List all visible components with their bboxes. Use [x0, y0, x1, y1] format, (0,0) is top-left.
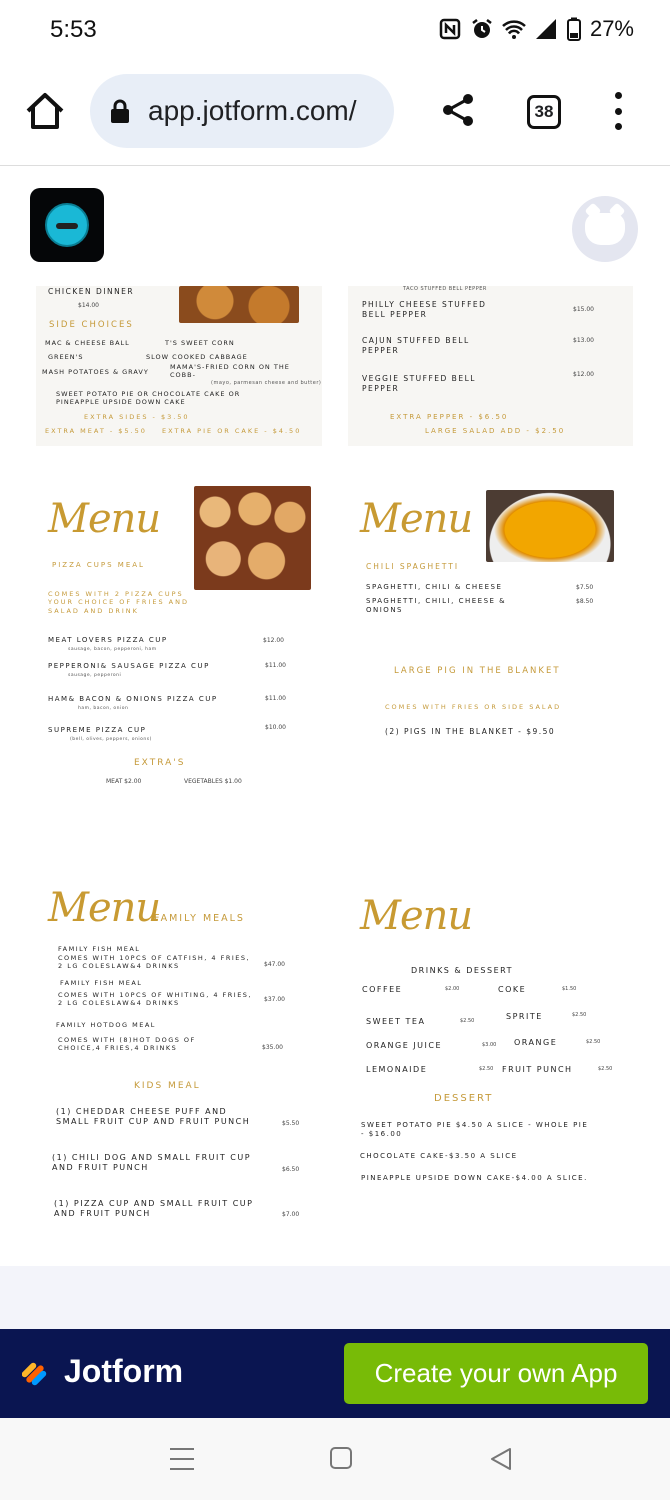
- menu-item: SPAGHETTI, CHILI & CHEESE: [366, 583, 503, 591]
- menu-item: COKE: [498, 985, 527, 994]
- section-title: DESSERT: [434, 1093, 494, 1104]
- menu-price: $13.00: [573, 337, 594, 344]
- section-title: SIDE CHOICES: [49, 320, 134, 330]
- status-icons: [438, 16, 634, 42]
- address-bar[interactable]: [90, 74, 394, 148]
- menu-price: $14.00: [78, 302, 99, 309]
- url-text: app.jotform.com/: [148, 95, 357, 126]
- menu-item: (1) CHEDDAR CHEESE PUFF AND SMALL FRUIT CUP AND FRUIT PUNCH: [56, 1107, 251, 1127]
- menu-item: MASH POTATOES & GRAVY: [42, 368, 149, 376]
- section-title: EXTRA'S: [134, 758, 186, 768]
- chicken-photo: [179, 286, 299, 323]
- menu-price: $5.50: [282, 1120, 300, 1127]
- menu-price: $7.00: [282, 1211, 300, 1218]
- menu-item: MAMA'S-FRIED CORN ON THE COBB-: [170, 363, 290, 380]
- menu-script-title: Menu: [48, 885, 161, 931]
- menu-item: SWEET POTATO PIE OR CHOCOLATE CAKE OR PINEAPPLE UPSIDE DOWN CAKE: [56, 390, 241, 407]
- menu-item-note: (bell, olives, peppers, onions): [70, 737, 152, 742]
- alarm-icon: [470, 17, 494, 41]
- menu-price: $12.00: [263, 637, 284, 644]
- jotform-app-banner: [0, 1329, 670, 1418]
- section-title: FAMILY MEALS: [154, 913, 245, 924]
- jotform-logo-icon: [22, 1359, 52, 1389]
- menu-item: (1) PIZZA CUP AND SMALL FRUIT CUP AND FRUIT PUNCH: [54, 1199, 254, 1219]
- menu-price: $15.00: [573, 306, 594, 313]
- web-content: [0, 166, 670, 1266]
- wifi-icon: [502, 17, 526, 41]
- menu-item-description: COMES WITH (8)HOT DOGS OF CHOICE,4 FRIES,4 DRINKS: [58, 1036, 196, 1053]
- browser-toolbar: [0, 62, 670, 166]
- menu-item: PINEAPPLE UPSIDE DOWN CAKE-$4.00 A SLICE.: [361, 1174, 588, 1182]
- menu-image-pizza-cups[interactable]: [36, 476, 322, 806]
- section-description: COMES WITH 2 PIZZA CUPS YOUR CHOICE OF FRIES AND SALAD AND DRINK: [48, 590, 189, 615]
- menu-price: $7.50: [576, 584, 594, 591]
- menu-price: $47.00: [264, 961, 285, 968]
- menu-item: CHOCOLATE CAKE-$3.50 A SLICE: [360, 1152, 518, 1160]
- menu-price: $2.50: [598, 1066, 613, 1072]
- menu-item: HAM& BACON & ONIONS PIZZA CUP: [48, 695, 218, 703]
- menu-script-title: Menu: [360, 496, 473, 542]
- menu-item-note: (mayo, parmesan cheese and butter): [211, 380, 322, 386]
- back-icon[interactable]: [490, 1447, 512, 1471]
- menu-extra: EXTRA PEPPER - $6.50: [390, 413, 509, 421]
- menu-item: MAC & CHEESE BALL: [45, 339, 130, 347]
- recent-apps-icon[interactable]: [170, 1448, 194, 1470]
- menu-item-description: COMES WITH 10PCS OF CATFISH, 4 FRIES, 2 LG COLESLAW&4 DRINKS: [58, 954, 251, 971]
- system-nav-bar: [0, 1418, 670, 1500]
- app-logo: [30, 188, 104, 262]
- status-time: 5:53: [50, 16, 97, 43]
- menu-price: $10.00: [265, 724, 286, 731]
- lock-icon: [110, 99, 130, 123]
- menu-item: SUPREME PIZZA CUP: [48, 726, 147, 734]
- menu-item: SPRITE: [506, 1012, 543, 1021]
- menu-item-note: sausage, bacon, pepperoni, ham: [68, 647, 157, 652]
- menu-item: SWEET POTATO PIE $4.50 A SLICE - WHOLE PIE - $16.00: [361, 1121, 589, 1139]
- menu-price: $37.00: [264, 996, 285, 1003]
- menu-script-title: Menu: [48, 496, 161, 542]
- menu-image-family-meals[interactable]: [36, 871, 322, 1246]
- avatar-button[interactable]: [572, 196, 638, 262]
- menu-item: PHILLY CHEESE STUFFED BELL PEPPER: [362, 300, 487, 319]
- more-options-icon[interactable]: [610, 92, 626, 130]
- pizza-cups-photo: [194, 486, 311, 590]
- create-your-own-app-button[interactable]: Create your own App: [344, 1343, 648, 1404]
- menu-item: (2) PIGS IN THE BLANKET - $9.50: [385, 727, 556, 736]
- menu-price: $1.50: [562, 986, 577, 992]
- menu-item: VEGGIE STUFFED BELL PEPPER: [362, 374, 476, 393]
- menu-extra: EXTRA MEAT - $5.50: [45, 427, 147, 435]
- menu-price: $8.50: [576, 598, 594, 605]
- menu-item: GREEN'S: [48, 353, 84, 361]
- section-title: CHILI SPAGHETTI: [366, 562, 460, 571]
- menu-price: $35.00: [262, 1044, 283, 1051]
- menu-item: ORANGE JUICE: [366, 1041, 442, 1050]
- nav-home-icon[interactable]: [330, 1447, 352, 1469]
- menu-script-title: Menu: [360, 893, 473, 939]
- menu-item-note: sausage, pepperoni: [68, 673, 122, 678]
- menu-item: FAMILY HOTDOG MEAL: [56, 1021, 156, 1029]
- menu-item: COFFEE: [362, 985, 403, 994]
- menu-image-drinks-dessert[interactable]: [348, 871, 633, 1246]
- menu-item: TACO STUFFED BELL PEPPER: [403, 286, 487, 292]
- menu-extra: MEAT $2.00: [106, 778, 142, 785]
- menu-item: T'S SWEET CORN: [165, 339, 235, 347]
- menu-item: (1) CHILI DOG AND SMALL FRUIT CUP AND FRUIT PUNCH: [52, 1153, 252, 1173]
- hotdog-logo-icon: [45, 203, 89, 247]
- tab-switcher-button[interactable]: 38: [527, 95, 561, 129]
- menu-price: $11.00: [265, 695, 286, 702]
- user-avatar-icon: [585, 213, 625, 245]
- menu-item: LEMONAIDE: [366, 1065, 428, 1074]
- menu-item: FAMILY FISH MEAL: [58, 945, 141, 953]
- section-title: KIDS MEAL: [134, 1081, 201, 1091]
- status-bar: [0, 0, 670, 62]
- menu-price: $2.50: [460, 1018, 475, 1024]
- chili-spaghetti-photo: [486, 490, 614, 562]
- menu-image-peppers[interactable]: [348, 286, 633, 446]
- section-description: COMES WITH FRIES OR SIDE SALAD: [385, 703, 562, 711]
- menu-item: MEAT LOVERS PIZZA CUP: [48, 636, 168, 644]
- menu-price: $11.00: [265, 662, 286, 669]
- menu-image-sides[interactable]: [36, 286, 322, 446]
- section-title: LARGE PIG IN THE BLANKET: [394, 666, 561, 676]
- share-icon[interactable]: [440, 92, 476, 128]
- nfc-icon: [438, 17, 462, 41]
- menu-item: CHICKEN DINNER: [48, 287, 135, 296]
- battery-percent: 27%: [589, 16, 634, 41]
- menu-price: $12.00: [573, 371, 594, 378]
- menu-item: PEPPERONI& SAUSAGE PIZZA CUP: [48, 662, 210, 670]
- menu-price: $2.50: [572, 1012, 587, 1018]
- menu-price: $2.50: [479, 1066, 494, 1072]
- menu-extra: VEGETABLES $1.00: [184, 778, 242, 785]
- menu-extra: LARGE SALAD ADD - $2.50: [425, 427, 566, 435]
- menu-price: $3.00: [482, 1042, 497, 1048]
- menu-item: CAJUN STUFFED BELL PEPPER: [362, 336, 470, 355]
- menu-price: $2.50: [586, 1039, 601, 1045]
- menu-item: FRUIT PUNCH: [502, 1065, 573, 1074]
- menu-item-note: ham, bacon, onion: [78, 706, 129, 711]
- menu-item: SWEET TEA: [366, 1017, 426, 1026]
- home-icon[interactable]: [24, 90, 66, 132]
- page-footer-space: [0, 1266, 670, 1329]
- menu-item: ORANGE: [514, 1038, 558, 1047]
- section-title: DRINKS & DESSERT: [411, 966, 513, 975]
- battery-icon: [566, 17, 582, 41]
- menu-extra: EXTRA PIE OR CAKE - $4.50: [162, 427, 302, 435]
- menu-image-chili-spaghetti[interactable]: [348, 476, 633, 806]
- section-title: PIZZA CUPS MEAL: [52, 561, 145, 569]
- menu-item: SLOW COOKED CABBAGE: [146, 353, 248, 361]
- menu-item-description: COMES WITH 10PCS OF WHITING, 4 FRIES, 2 LG COLESLAW&4 DRINKS: [58, 991, 252, 1008]
- menu-price: $6.50: [282, 1166, 300, 1173]
- jotform-brand: Jotform: [64, 1353, 184, 1389]
- menu-item: FAMILY FISH MEAL: [60, 979, 143, 987]
- menu-item: SPAGHETTI, CHILI, CHEESE & ONIONS: [366, 597, 507, 615]
- menu-price: $2.00: [445, 986, 460, 992]
- menu-extra: EXTRA SIDES - $3.50: [84, 413, 190, 421]
- signal-icon: [534, 17, 558, 41]
